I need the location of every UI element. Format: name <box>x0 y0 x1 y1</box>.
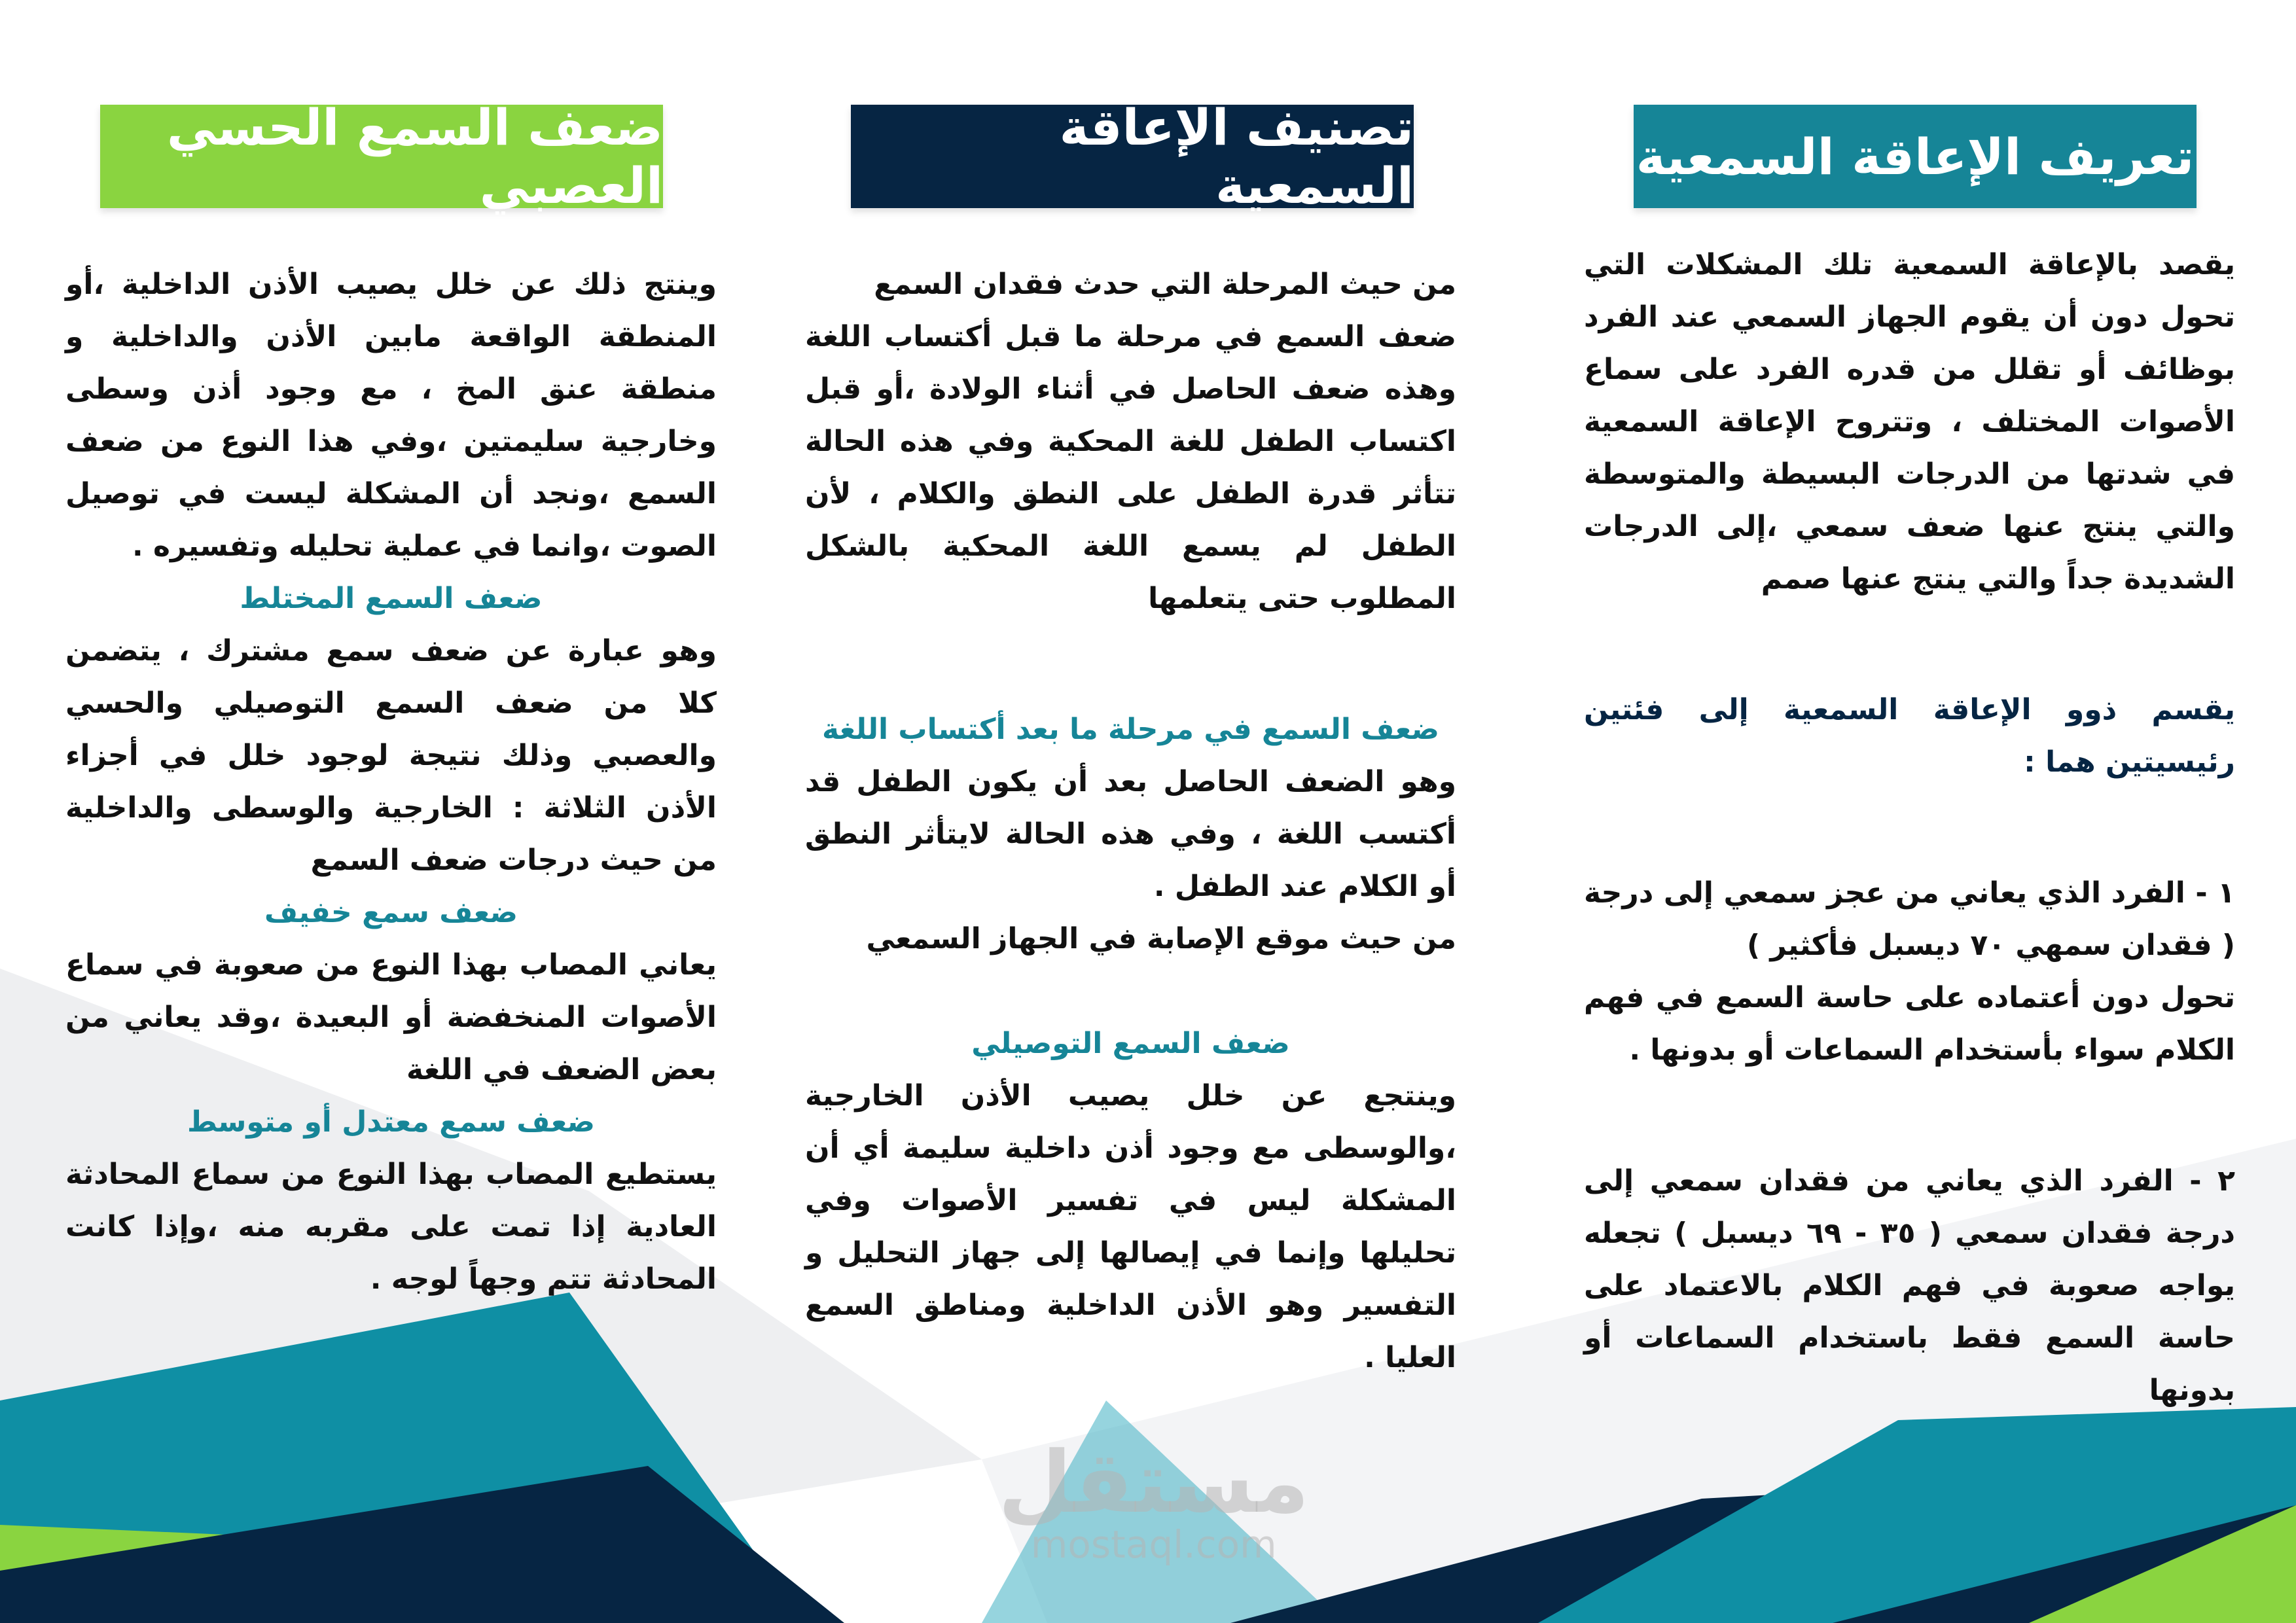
watermark-arabic: مستقل <box>998 1433 1310 1532</box>
moderate-title: ضعف سمع معتدل أو متوسط <box>187 1105 596 1139</box>
header-definition: تعريف الإعاقة السمعية <box>1634 105 2197 208</box>
neural-text: وينتج ذلك عن خلل يصيب الأذن الداخلية ،أو المنطقة الواقعة مابين الأذن والداخلية و منطقة عنق المخ ، مع وجود أذن وسطى وخارجية سليمتين ،وفي هذا النوع من ضعف السمع ،ونجد أن المشكلة ليست في توصيل الصوت ،وانما في عملية تحليله وتفسيره . <box>65 268 717 563</box>
category-item-1-detail: تحول دون أعتماده على حاسة السمع في فهم الكلام سواء بأستخدام السماعات أو بدونها . <box>1584 981 2235 1067</box>
categories-title: يقسم ذوو الإعاقة السمعية إلى فئتين رئيسيتين هما : <box>1584 693 2235 779</box>
definition-intro: يقصد بالإعاقة السمعية تلك المشكلات التي تحول دون أن يقوم الجهاز السمعي عند الفرد بوظائف أو تقلل من قدره الفرد على سماع الأصوات المختلف ، وتتروح الإعاقة السمعية في شدتها من الدرجات البسيطة والمتوسطة والتي ينتج عنها ضعف سمعي ،إلى الدرجات الشديدة جداً والتي ينتج عنها صمم <box>1584 248 2235 596</box>
conductive-text: وينتجع عن خلل يصيب الأذن الخارجية ،والوسطى مع وجود أذن داخلية سليمة أي أن المشكلة ليس في تفسير الأصوات وفي تحليلها وإنما في إيصالها إلى جهاز التحليل و التفسير وهو الأذن الداخلية ومناطق السمع العليا . <box>805 1079 1456 1374</box>
mixed-text: وهو عبارة عن ضعف سمع مشترك ، يتضمن كلا من ضعف السمع التوصيلي والحسي والعصبي وذلك نتيجة لوجود خلل في أجزاء الأذن الثلاثة : الخارجية والوسطى والداخلية من حيث درجات ضعف السمع <box>65 634 717 877</box>
location-title: من حيث موقع الإصابة في الجهاز السمعي <box>866 922 1456 955</box>
moderate-text: يستطيع المصاب بهذا النوع من سماع المحادثة العادية إذا تمت على مقربه منه ،وإذا كانت المحادثة تتم وجهاً لوجه . <box>65 1158 717 1296</box>
watermark <box>998 1433 1310 1567</box>
category-item-1: ١ - الفرد الذي يعاني من عجز سمعي إلى درجة ( فقدان سمهي ٧٠ ديسبل فأكثير ) <box>1584 876 2235 962</box>
mild-text: يعاني المصاب بهذا النوع من صعوبة في سماع الأصوات المنخفضة أو البعيدة ،وقد يعاني من بعض الضعف في اللغة <box>65 948 717 1086</box>
column-definition <box>1584 239 2235 1417</box>
post-lingual-text: وهو الضعف الحاصل بعد أن يكون الطفل قد أكتسب اللغة ، وفي هذه الحالة لايتأثر النطق أو الكلام عند الطفل . <box>805 765 1456 903</box>
post-lingual-title: ضعف السمع في مرحلة ما بعد أكتساب اللغة <box>822 713 1439 746</box>
header-neural: ضعف السمع الحسي العصبي <box>100 105 663 208</box>
header-classification: تصنيف الإعاقة السمعية <box>851 105 1414 208</box>
mild-title: ضعف سمع خفيف <box>264 896 518 929</box>
column-neural <box>65 259 717 1306</box>
mixed-title: ضعف السمع المختلط <box>240 582 543 615</box>
conductive-title: ضعف السمع التوصيلي <box>971 1027 1290 1060</box>
watermark-latin: mostaql.com <box>1030 1522 1277 1567</box>
pre-lingual-text: ضعف السمع في مرحلة ما قبل أكتساب اللغة وهذه ضعف الحاصل في أثناء الولادة ،أو قبل اكتساب الطفل للغة المحكية وفي هذه الحالة تتأثر قدرة الطفل على النطق والكلام ، لأن الطفل لم يسمع اللغة المحكية بالشكل المطلوب حتى يتعلمها <box>805 320 1456 615</box>
stage-title: من حيث المرحلة التي حدث فقدان السمع <box>874 268 1456 301</box>
column-classification <box>805 259 1456 1384</box>
category-item-2: ٢ - الفرد الذي يعاني من فقدان سمعي إلى درجة فقدان سمعي ( ٣٥ - ٦٩ ديسبل ) تجعله يواجه صعوبة في فهم الكلام بالاعتماد على حاسة السمع فقط باستخدام السماعات أو بدونها <box>1584 1164 2235 1407</box>
